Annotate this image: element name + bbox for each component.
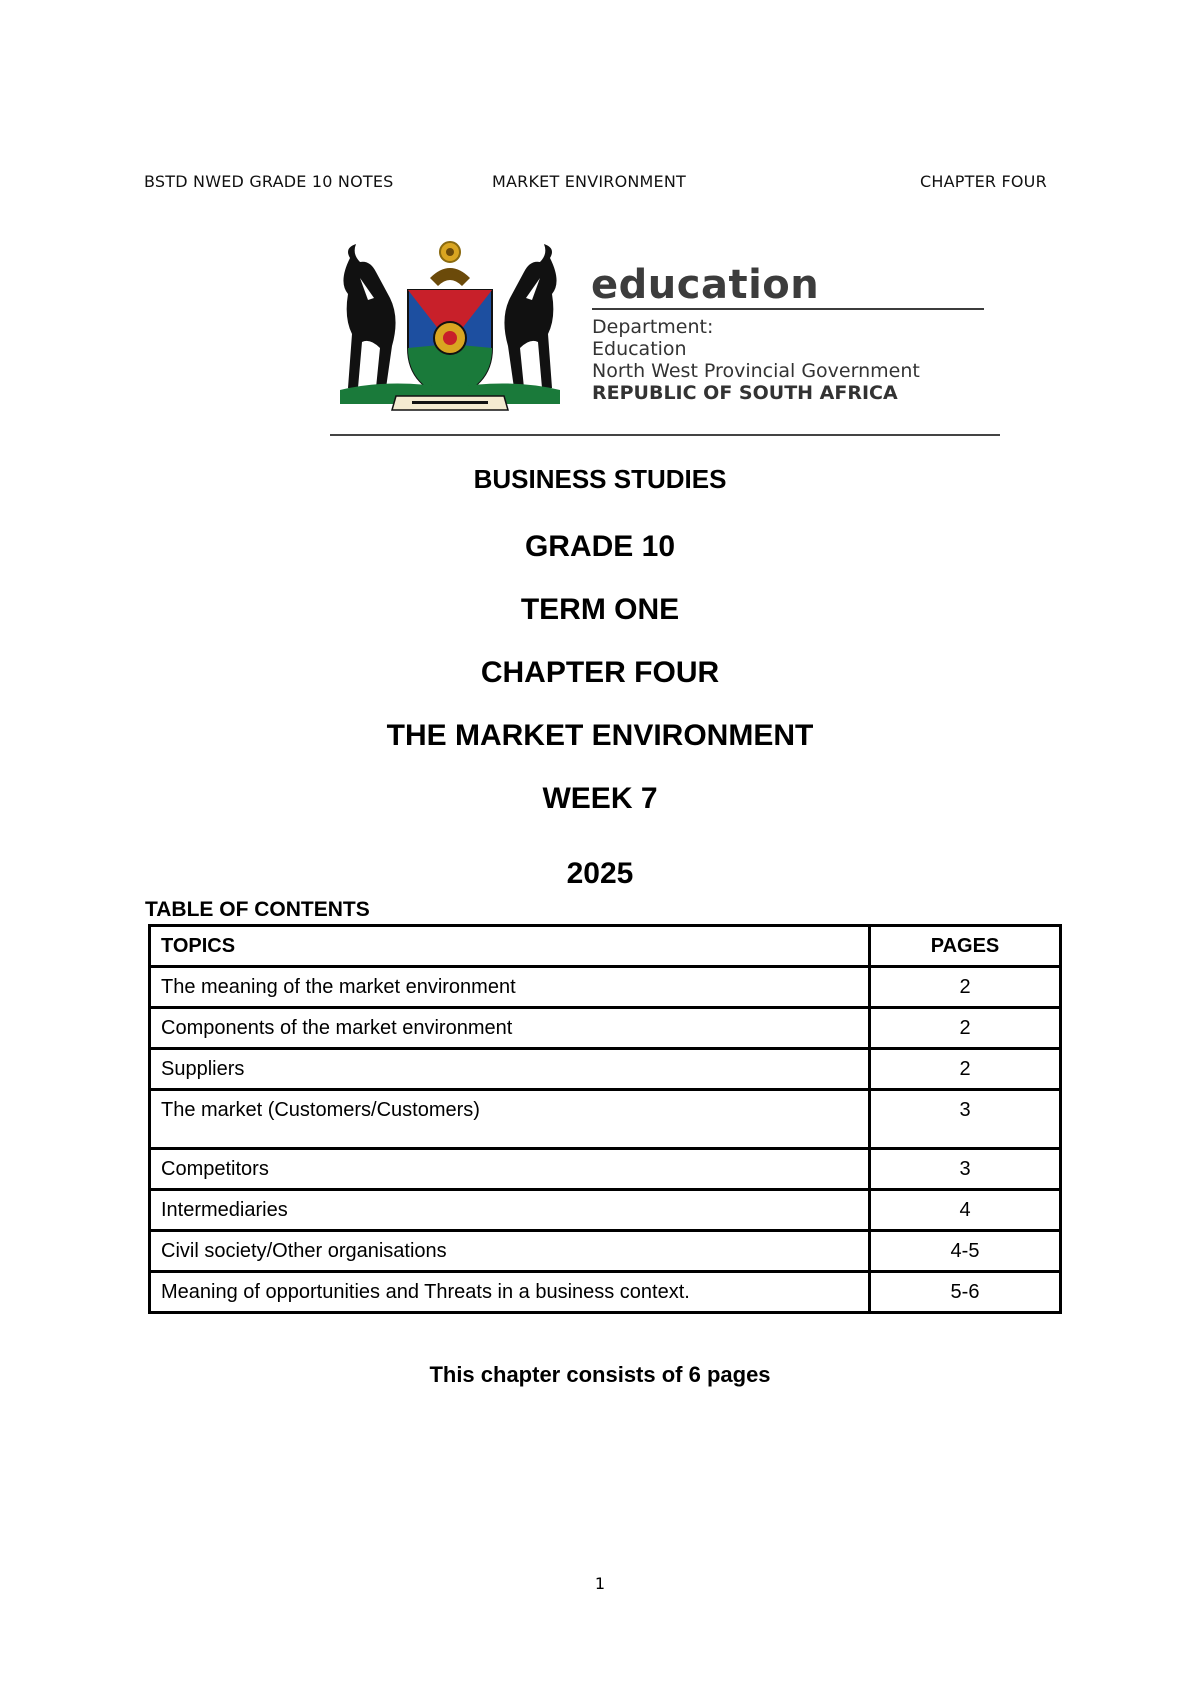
logo-wordmark-rule [592,308,984,310]
subject-title: BUSINESS STUDIES [473,464,727,494]
toc-column-topics: TOPICS [150,926,870,967]
header-center-text: MARKET ENVIRONMENT [492,172,687,191]
term-title: TERM ONE [520,593,680,626]
chapter-page-count-note: This chapter consists of 6 pages [429,1362,771,1387]
year-title: 2025 [566,857,634,890]
logo-divider [330,434,1000,436]
logo-line-government: North West Provincial Government [592,360,920,382]
table-row [150,967,1061,1008]
table-row [150,1090,1061,1149]
grade-title: GRADE 10 [524,530,676,563]
page-number: 1 [594,1574,606,1593]
table-row [150,1049,1061,1090]
table-row [150,1008,1061,1049]
header-right-text: CHAPTER FOUR [920,172,1047,191]
toc-pages-cell: 4-5 [870,1231,1061,1272]
coat-of-arms-icon [330,238,570,416]
toc-table [148,924,1062,1314]
week-title: WEEK 7 [542,782,658,815]
department-logo [330,238,1000,438]
toc-pages-cell: 5-6 [870,1272,1061,1313]
toc-pages-cell: 4 [870,1190,1061,1231]
table-row [150,1190,1061,1231]
topic-title: THE MARKET ENVIRONMENT [386,719,814,752]
toc-topic-cell: The market (Customers/Customers) [150,1090,870,1149]
header-left-text: BSTD NWED GRADE 10 NOTES [144,172,394,191]
toc-header-row [150,926,1061,967]
table-row [150,1272,1061,1313]
logo-line-education: Education [592,338,687,360]
toc-topic-cell: Civil society/Other organisations [150,1231,870,1272]
toc-column-pages: PAGES [870,926,1061,967]
toc-pages-cell: 2 [870,1008,1061,1049]
toc-pages-cell: 3 [870,1149,1061,1190]
toc-pages-cell: 2 [870,967,1061,1008]
toc-pages-cell: 3 [870,1090,1061,1149]
table-row [150,1231,1061,1272]
toc-heading: TABLE OF CONTENTS [145,898,370,921]
toc-pages-cell: 2 [870,1049,1061,1090]
chapter-title: CHAPTER FOUR [480,656,720,689]
table-row [150,1149,1061,1190]
logo-line-republic: REPUBLIC OF SOUTH AFRICA [592,382,898,404]
logo-line-department: Department: [592,316,714,338]
toc-topic-cell: Intermediaries [150,1190,870,1231]
toc-topic-cell: Competitors [150,1149,870,1190]
toc-topic-cell: The meaning of the market environment [150,967,870,1008]
toc-topic-cell: Meaning of opportunities and Threats in a business context. [150,1272,870,1313]
toc-topic-cell: Suppliers [150,1049,870,1090]
logo-wordmark: education [591,262,820,308]
toc-topic-cell: Components of the market environment [150,1008,870,1049]
